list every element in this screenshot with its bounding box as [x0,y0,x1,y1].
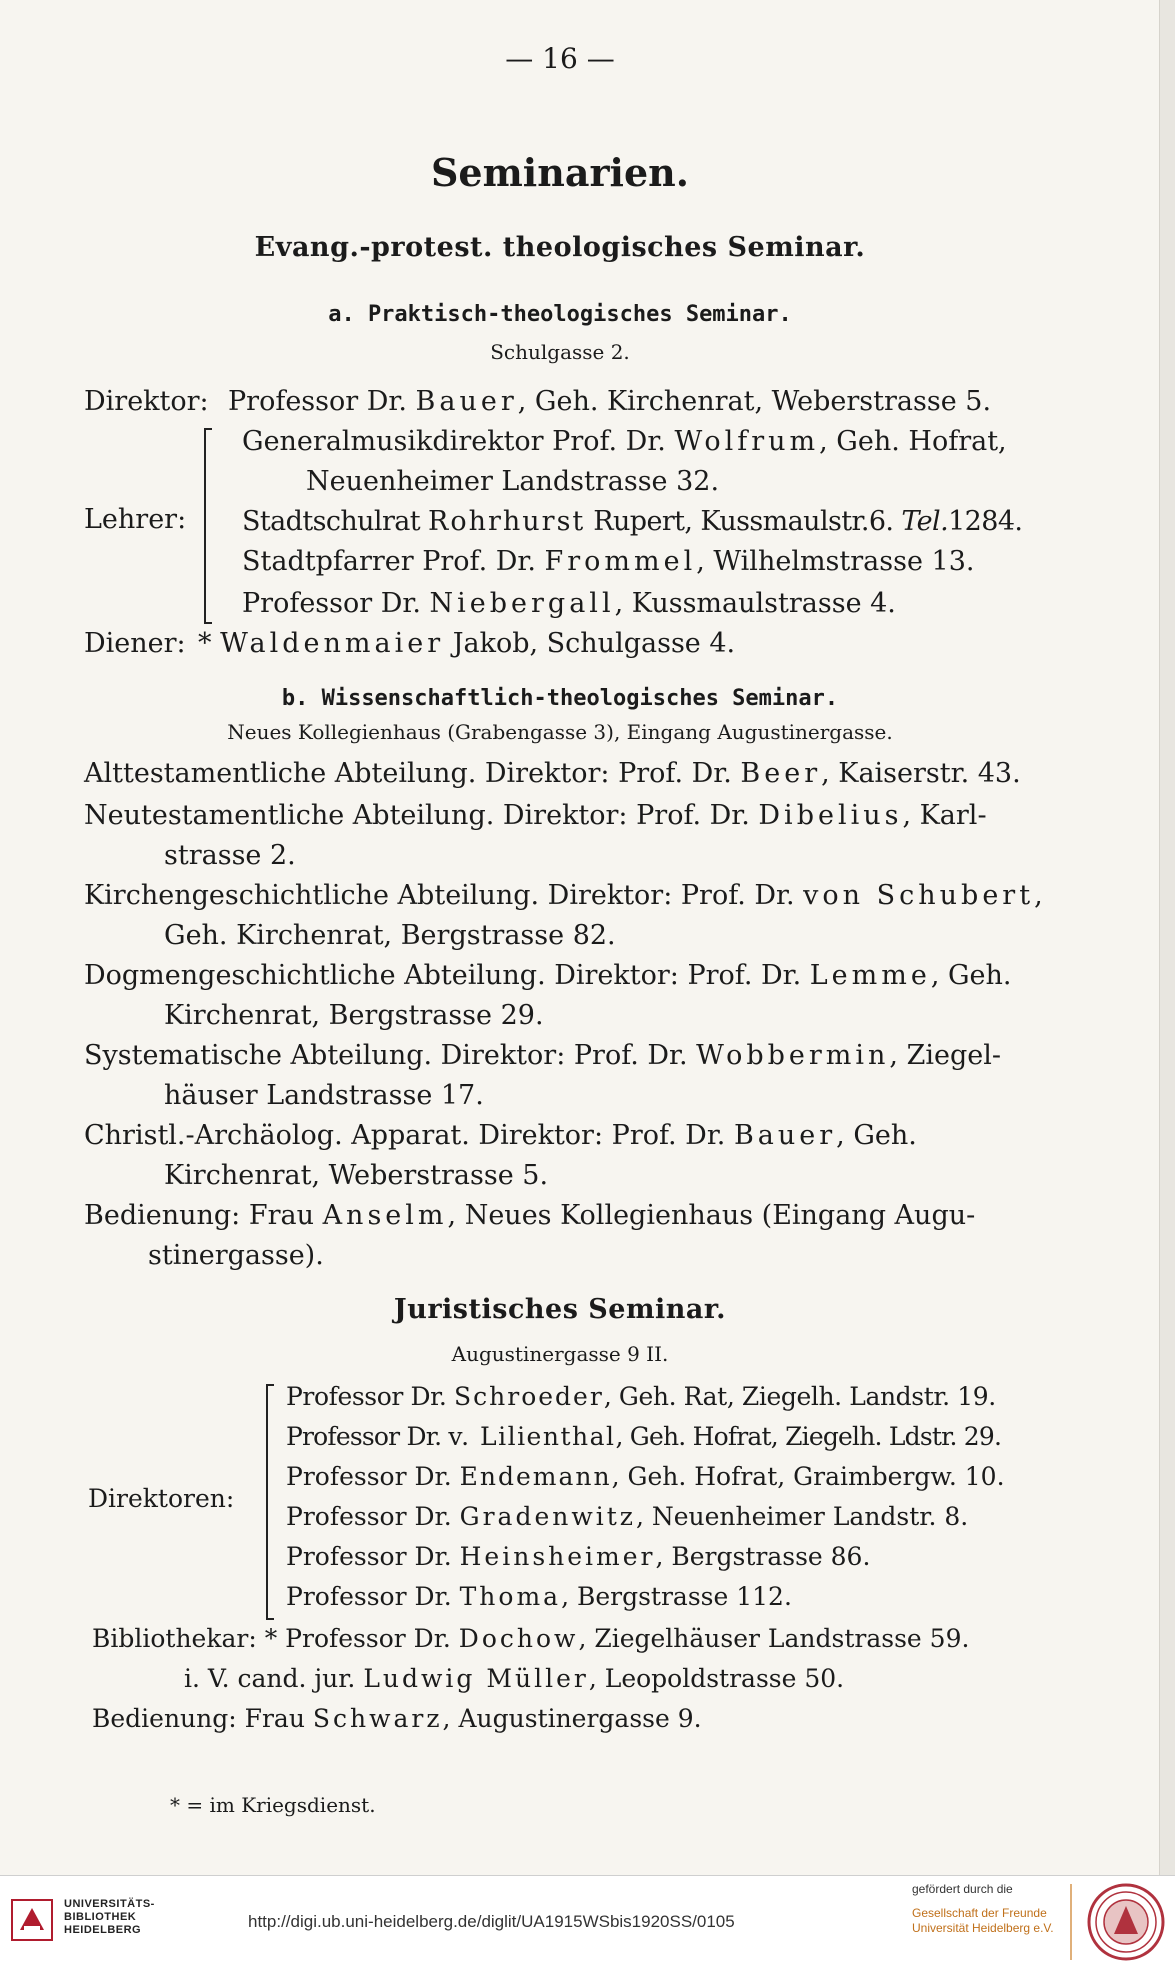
abteilung-line: Kirchenrat, Weberstrasse 5. [164,1160,549,1191]
praktisch-heading: a. Praktisch-theologisches Seminar. [328,302,792,327]
bedienung-line: stinergasse). [148,1240,324,1271]
direktor-label: Direktor: [84,386,209,417]
diener-label: Diener: [84,628,186,659]
library-name: UNIVERSITÄTS- BIBLIOTHEK HEIDELBERG [64,1898,155,1936]
jur-heading: Juristisches Seminar. [393,1294,727,1325]
footer-bar [0,1875,1175,1964]
abteilung-line: häuser Landstrasse 17. [164,1080,484,1111]
abteilung-line: strasse 2. [164,840,296,871]
divider [1070,1884,1072,1960]
diener-entry: * Waldenmaier Jakob, Schulgasse 4. [198,628,736,659]
footnote: * = im Kriegsdienst. [170,1793,376,1817]
direktor-line: Professor Dr. Endemann, Geh. Hofrat, Graimbergw. 10. [286,1462,1005,1491]
society-name: Gesellschaft der Freunde Universität Heidelberg e.V. [912,1906,1054,1935]
lehrer-line: Stadtpfarrer Prof. Dr. Frommel, Wilhelmstrasse 13. [242,546,975,577]
page-title: Seminarien. [430,150,689,195]
direktor-line: Professor Dr. Schroeder, Geh. Rat, Ziegelh. Landstr. 19. [286,1382,996,1411]
lehrer-line: Professor Dr. Niebergall, Kussmaulstrasse 4. [242,588,896,619]
abteilung-line: Neutestamentliche Abteilung. Direktor: Prof. Dr. Dibelius, Karl- [84,800,987,831]
library-logo-icon [10,1898,54,1942]
wissenschaftlich-address: Neues Kollegienhaus (Grabengasse 3), Eingang Augustinergasse. [227,720,893,744]
direktoren-brace [266,1384,282,1620]
direktor-line: Professor Dr. Gradenwitz, Neuenheimer Landstr. 8. [286,1502,969,1531]
abteilung-line: Kirchengeschichtliche Abteilung. Direktor: Prof. Dr. von Schubert, [84,880,1043,911]
jur-bedienung-line: Bedienung: Frau Schwarz, Augustinergasse 9. [92,1704,702,1733]
abteilung-line: Christl.-Archäolog. Apparat. Direktor: Prof. Dr. Bauer, Geh. [84,1120,917,1151]
lehrer-line: Stadtschulrat Rohrhurst Rupert, Kussmaulstr.6. Tel.1284. [242,506,1023,537]
abteilung-line: Geh. Kirchenrat, Bergstrasse 82. [164,920,616,951]
abteilung-line: Kirchenrat, Bergstrasse 29. [164,1000,544,1031]
abteilung-line: Systematische Abteilung. Direktor: Prof. Dr. Wobbermin, Ziegel- [84,1040,1001,1071]
bibliothekar-line: Bibliothekar: * Professor Dr. Dochow, Ziegelhäuser Landstrasse 59. [92,1624,970,1653]
direktor-entry: Professor Dr. Bauer, Geh. Kirchenrat, Weberstrasse 5. [228,386,992,417]
lehrer-brace [204,428,220,624]
praktisch-address: Schulgasse 2. [490,340,630,364]
bedienung-line: Bedienung: Frau Anselm, Neues Kollegienhaus (Eingang Augu- [84,1200,976,1231]
direktor-line: Professor Dr. Heinsheimer, Bergstrasse 86. [286,1542,871,1571]
lehrer-label: Lehrer: [84,504,187,535]
evang-heading: Evang.-protest. theologisches Seminar. [254,232,866,263]
page-number: — 16 — [505,42,615,75]
lehrer-line: Neuenheimer Landstrasse 32. [306,466,720,497]
permalink-url[interactable]: http://digi.ub.uni-heidelberg.de/diglit/UA1915WSbis1920SS/0105 [248,1912,735,1931]
lehrer-line: Generalmusikdirektor Prof. Dr. Wolfrum, Geh. Hofrat, [242,426,1007,457]
wissenschaftlich-heading: b. Wissenschaftlich-theologisches Seminar. [281,686,839,711]
direktor-line: Professor Dr. v. Lilienthal, Geh. Hofrat, Ziegelh. Ldstr. 29. [286,1422,1002,1451]
iv-line: i. V. cand. jur. Ludwig Müller, Leopoldstrasse 50. [184,1664,845,1693]
university-seal-icon [1086,1882,1166,1962]
direktor-line: Professor Dr. Thoma, Bergstrasse 112. [286,1582,792,1611]
page-edge [1159,0,1175,1875]
abteilung-line: Dogmengeschichtliche Abteilung. Direktor: Prof. Dr. Lemme, Geh. [84,960,1012,991]
jur-address: Augustinergasse 9 II. [451,1342,669,1366]
abteilung-line: Alttestamentliche Abteilung. Direktor: Prof. Dr. Beer, Kaiserstr. 43. [84,758,1021,789]
direktoren-label: Direktoren: [88,1484,235,1513]
supported-by-text: gefördert durch die [912,1882,1013,1896]
